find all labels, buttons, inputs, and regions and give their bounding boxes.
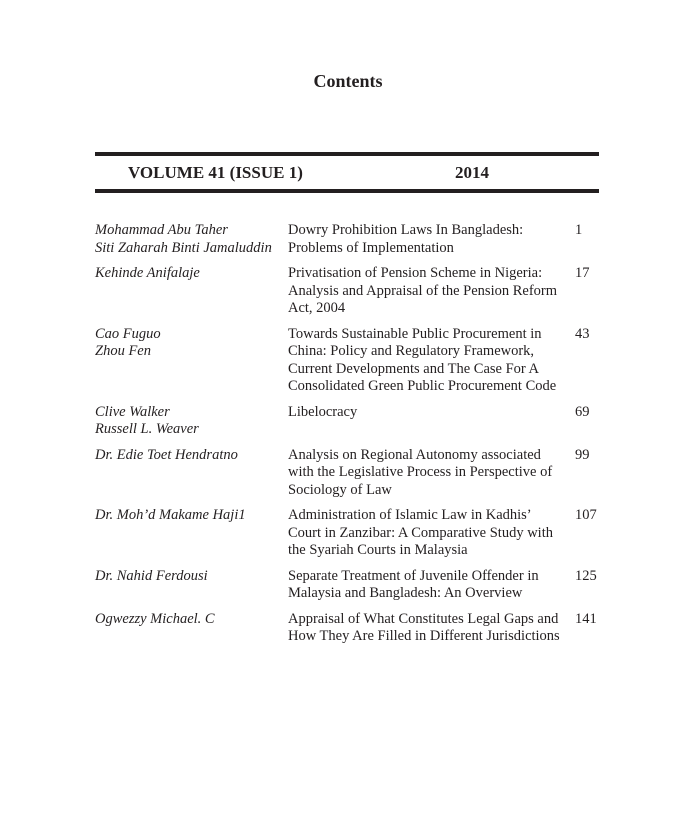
entry-page-number: 43: [575, 325, 590, 342]
header-bottom-rule: [95, 189, 599, 193]
entry-authors: [95, 611, 288, 646]
contents-entry: [95, 447, 605, 500]
entry-title-line: Act, 2004: [288, 300, 346, 316]
author-name: Dr. Nahid Ferdousi: [95, 567, 208, 584]
author-name: Russell L. Weaver: [95, 421, 199, 437]
entry-title-line: Privatisation of Pension Scheme in Nigeria:: [288, 265, 543, 281]
entry-title-line: Separate Treatment of Juvenile Offender in: [288, 567, 539, 584]
entry-title: [288, 222, 575, 257]
author-name: Mohammad Abu Taher: [95, 222, 228, 238]
entry-authors: [95, 568, 288, 603]
entry-title-line: Court in Zanzibar: A Comparative Study with: [288, 524, 553, 541]
entry-title-line: Analysis on Regional Autonomy associated: [288, 446, 541, 463]
entry-authors: [95, 404, 288, 439]
volume-label: VOLUME 41 (ISSUE 1): [128, 163, 303, 182]
entry-title-line: Analysis and Appraisal of the Pension Reform: [288, 282, 558, 299]
entry-authors: [95, 447, 288, 500]
page-title: Contents: [313, 71, 383, 91]
entry-title-line: Appraisal of What Constitutes Legal Gaps and: [288, 610, 559, 627]
contents-entry: [95, 222, 605, 257]
entry-page-number: 17: [575, 265, 590, 281]
entry-page-number: 107: [575, 507, 597, 523]
contents-entry: [95, 326, 605, 396]
author-name: Clive Walker: [95, 403, 170, 420]
entry-title: [288, 404, 575, 439]
header-top-rule: [95, 152, 599, 156]
entry-title: [288, 507, 575, 560]
author-name: Dr. Edie Toet Hendratno: [95, 446, 238, 463]
entry-title: [288, 265, 575, 318]
author-name: Ogwezzy Michael. C: [95, 610, 215, 627]
entry-title: [288, 568, 575, 603]
contents-entry: [95, 568, 605, 603]
author-name: Cao Fuguo: [95, 325, 161, 342]
entry-title: [288, 447, 575, 500]
entry-title-line: Malaysia and Bangladesh: An Overview: [288, 585, 523, 601]
entry-title-line: Libelocracy: [288, 403, 358, 420]
contents-entry: [95, 611, 605, 646]
entry-title-line: Current Developments and The Case For A: [288, 360, 540, 377]
entry-page-number: 69: [575, 403, 590, 420]
entry-title: [288, 326, 575, 396]
entry-title-line: Sociology of Law: [288, 481, 392, 498]
entry-authors: [95, 265, 288, 318]
contents-entry: [95, 507, 605, 560]
entry-title-line: How They Are Filled in Different Jurisdictions: [288, 628, 560, 644]
entry-title-line: Towards Sustainable Public Procurement in: [288, 325, 542, 342]
author-name: Siti Zaharah Binti Jamaluddin: [95, 239, 272, 256]
entry-title-line: Consolidated Green Public Procurement Code: [288, 378, 557, 394]
author-name: Kehinde Anifalaje: [95, 265, 200, 281]
entry-page-number: 141: [575, 610, 597, 627]
entry-title-line: Administration of Islamic Law in Kadhis’: [288, 507, 532, 523]
author-name: Dr. Moh’d Makame Haji1: [95, 507, 246, 523]
entry-title: [288, 611, 575, 646]
entry-title-line: Problems of Implementation: [288, 239, 454, 256]
contents-entry: [95, 265, 605, 318]
entry-authors: [95, 222, 288, 257]
contents-list: [95, 222, 605, 654]
entry-page-number: 125: [575, 567, 597, 584]
entry-authors: [95, 326, 288, 396]
entry-title-line: Dowry Prohibition Laws In Bangladesh:: [288, 222, 524, 238]
contents-entry: [95, 404, 605, 439]
entry-title-line: with the Legislative Process in Perspective of: [288, 464, 553, 480]
entry-title-line: China: Policy and Regulatory Framework,: [288, 343, 535, 359]
year-label: 2014: [455, 163, 489, 182]
author-name: Zhou Fen: [95, 343, 151, 359]
entry-authors: [95, 507, 288, 560]
entry-page-number: 99: [575, 446, 590, 463]
entry-title-line: the Syariah Courts in Malaysia: [288, 542, 468, 558]
entry-page-number: 1: [575, 222, 583, 238]
